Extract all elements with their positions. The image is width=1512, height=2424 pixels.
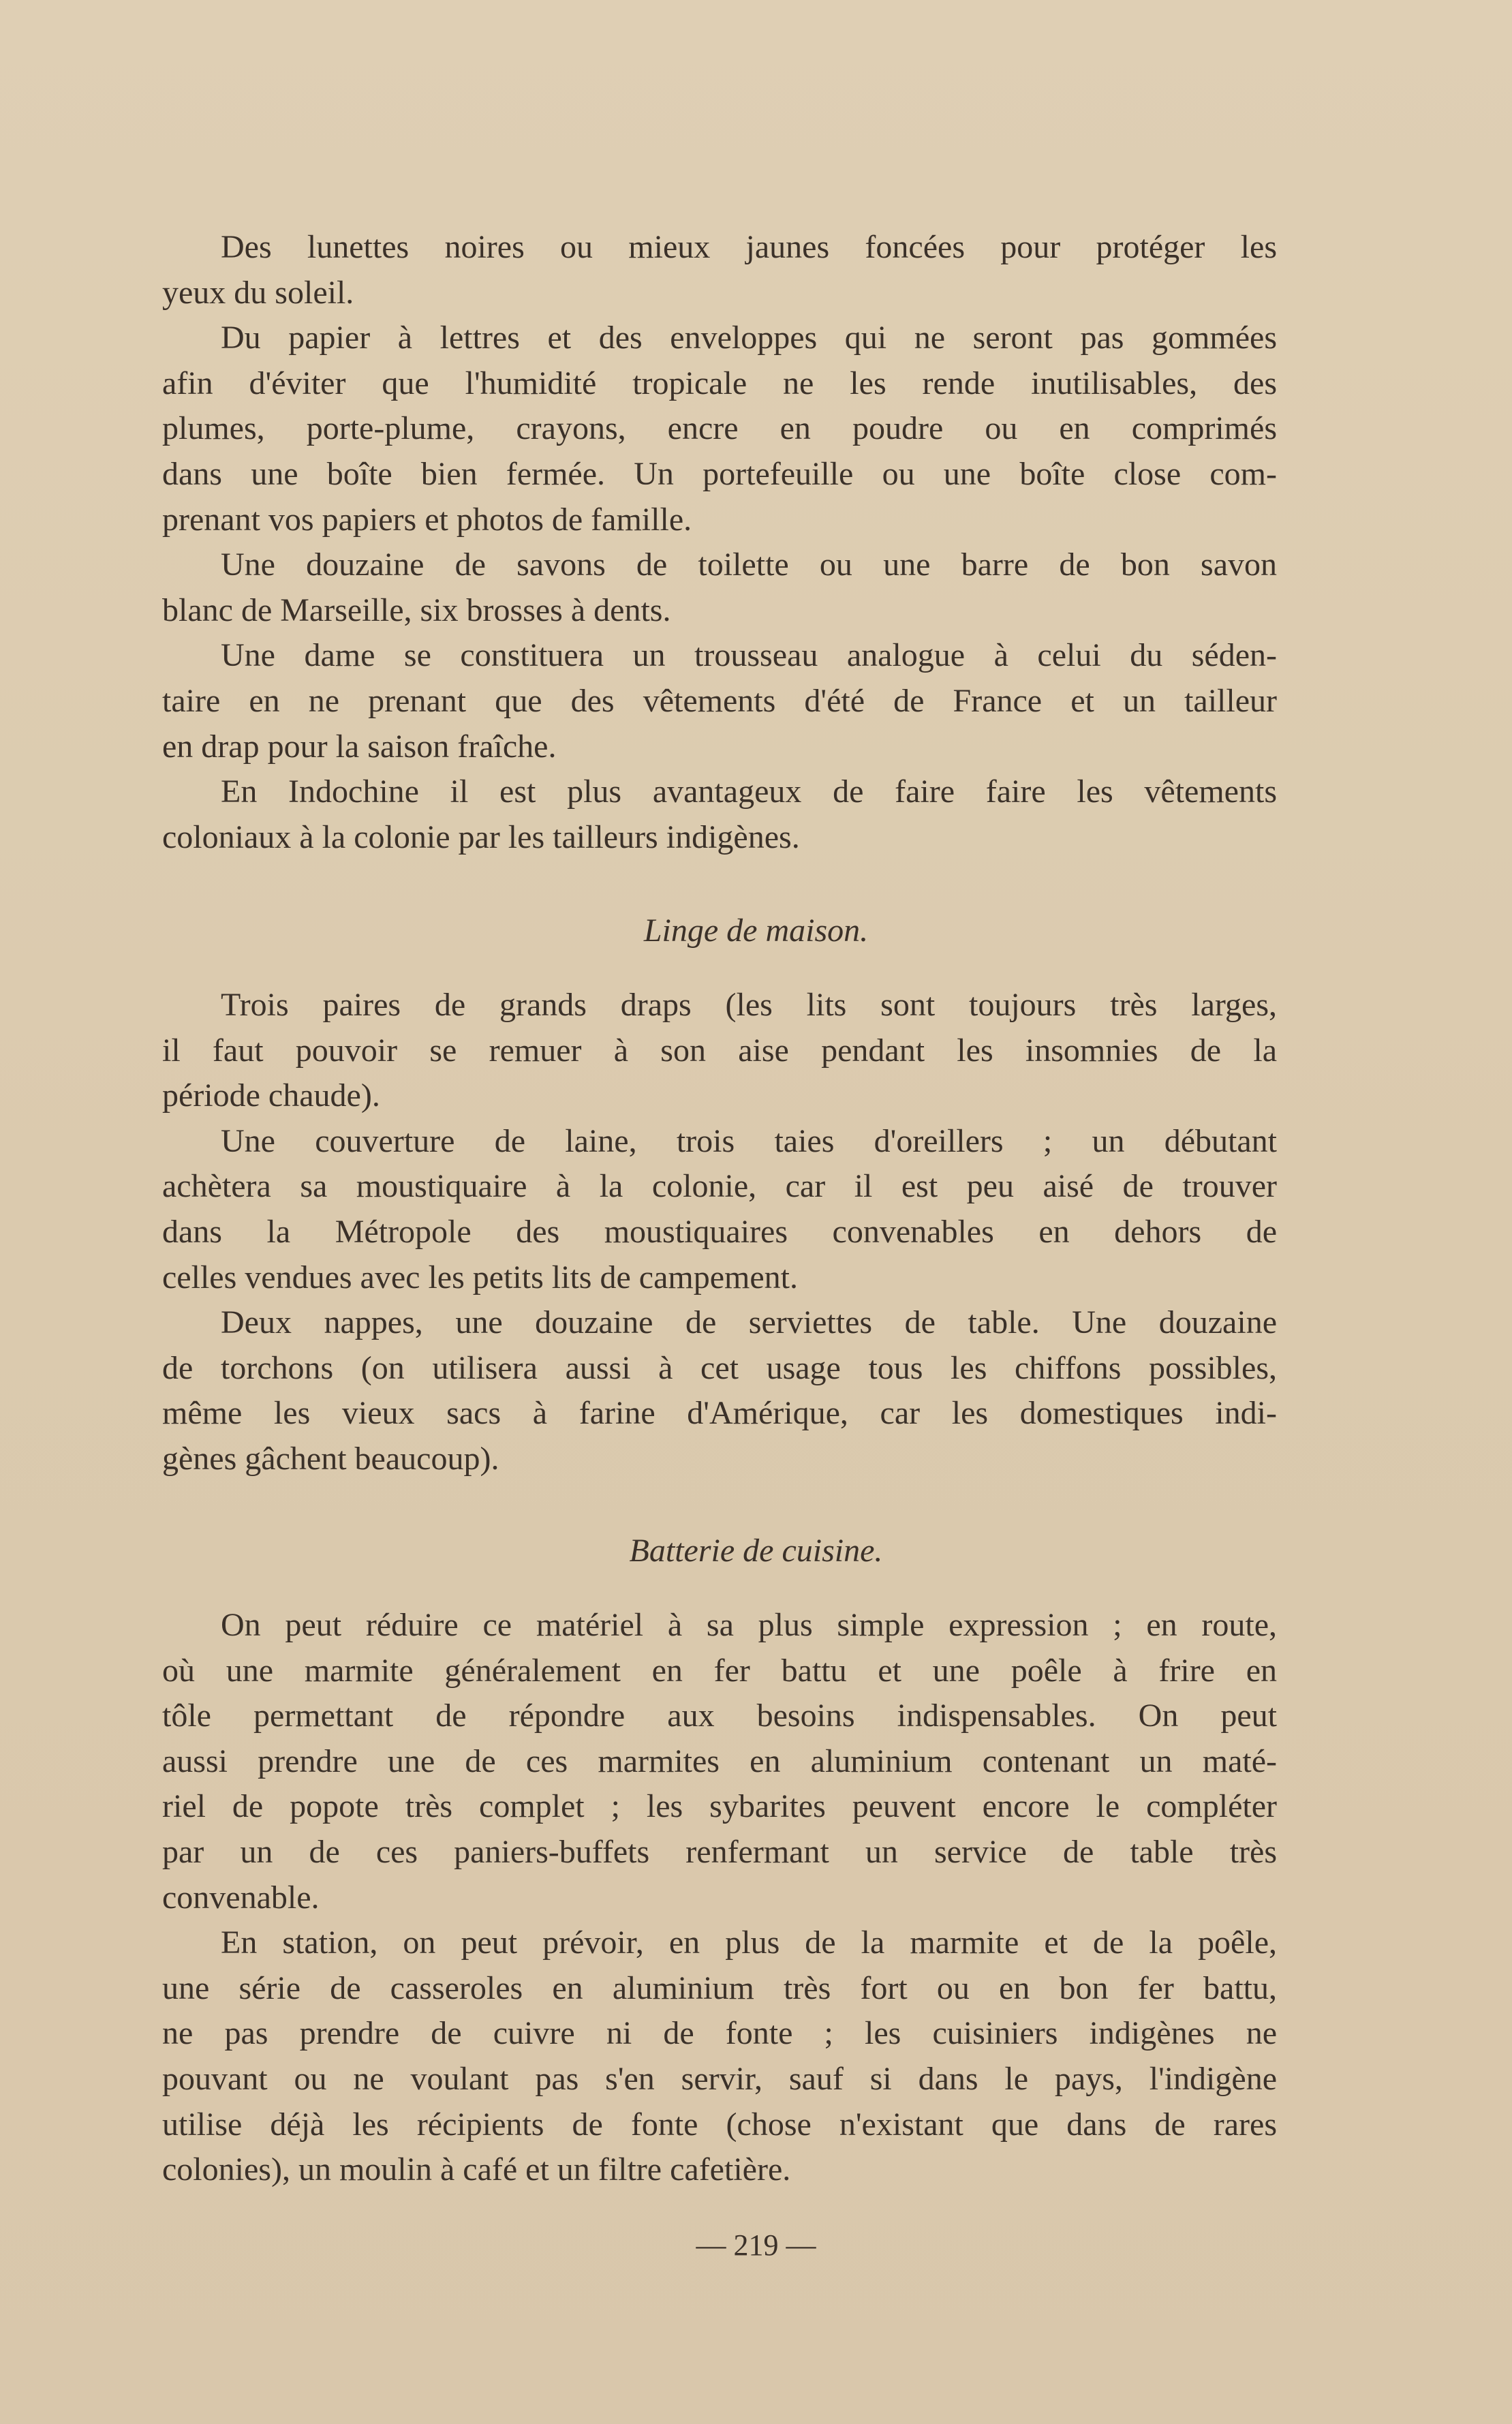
text-line: blanc de Marseille, six brosses à dents. <box>162 592 671 628</box>
text-line: colonies), un moulin à café et un filtre cafetière. <box>162 2151 791 2188</box>
paragraph <box>162 225 1277 316</box>
text-line: plumes, porte-plume, crayons, encre en poudre ou en comprimés <box>162 410 1277 447</box>
paragraph <box>162 983 1277 1119</box>
text-line: yeux du soleil. <box>162 274 354 311</box>
text-line: convenable. <box>162 1879 320 1916</box>
text-line: Des lunettes noires ou mieux jaunes foncées pour protéger les <box>221 229 1277 265</box>
paragraph <box>162 1920 1277 2193</box>
text-line: Une couverture de laine, trois taies d'oreillers ; un débutant <box>221 1122 1277 1159</box>
paragraph <box>162 1603 1277 1920</box>
text-line: tôle permettant de répondre aux besoins indispensables. On peut <box>162 1698 1277 1734</box>
text-line: même les vieux sacs à farine d'Amérique, car les domestiques indi- <box>162 1395 1277 1432</box>
paragraph <box>162 1300 1277 1482</box>
page-number: — 219 — <box>696 2228 816 2262</box>
text-line: prenant vos papiers et photos de famille. <box>162 501 692 538</box>
text-line: Trois paires de grands draps (les lits sont toujours très larges, <box>221 987 1277 1023</box>
text-line: en drap pour la saison fraîche. <box>162 728 557 765</box>
paragraph <box>162 633 1277 769</box>
text-line: pouvant ou ne voulant pas s'en servir, sauf si dans le pays, l'indigène <box>162 2060 1277 2097</box>
text-line: achètera sa moustiquaire à la colonie, car il est peu aisé de trouver <box>162 1168 1277 1205</box>
text-line: utilise déjà les récipients de fonte (chose n'existant que dans de rares <box>162 2106 1277 2143</box>
section-batterie-de-cuisine <box>162 1603 1277 2193</box>
text-line: En Indochine il est plus avantageux de faire faire les vêtements <box>221 773 1277 810</box>
text-line: afin d'éviter que l'humidité tropicale ne les rende inutilisables, des <box>162 365 1277 401</box>
text-line: riel de popote très complet ; les sybarites peuvent encore le compléter <box>162 1788 1277 1825</box>
text-line: dans une boîte bien fermée. Un portefeuille ou une boîte close com- <box>162 455 1277 492</box>
paragraph <box>162 542 1277 633</box>
text-line: En station, on peut prévoir, en plus de la marmite et de la poêle, <box>221 1924 1277 1961</box>
text-line: Une dame se constituera un trousseau analogue à celui du séden- <box>221 637 1277 674</box>
heading-linge-de-maison: Linge de maison. <box>643 912 869 949</box>
text-line: par un de ces paniers-buffets renfermant un service de table très <box>162 1833 1277 1870</box>
text-line: taire en ne prenant que des vêtements d'été de France et un tailleur <box>162 682 1277 719</box>
text-line: dans la Métropole des moustiquaires convenables en dehors de <box>162 1213 1277 1250</box>
text-line: ne pas prendre de cuivre ni de fonte ; les cuisiniers indigènes ne <box>162 2015 1277 2052</box>
text-line: période chaude). <box>162 1077 380 1114</box>
text-line: coloniaux à la colonie par les tailleurs indigènes. <box>162 818 800 855</box>
text-line: Du papier à lettres et des enveloppes qui ne seront pas gommées <box>221 320 1277 356</box>
text-line: celles vendues avec les petits lits de campement. <box>162 1259 798 1295</box>
heading-batterie-de-cuisine: Batterie de cuisine. <box>629 1533 883 1569</box>
text-line: Une douzaine de savons de toilette ou une barre de bon savon <box>221 547 1277 583</box>
text-line: où une marmite généralement en fer battu et une poêle à frire en <box>162 1652 1277 1689</box>
text-line: Deux nappes, une douzaine de serviettes de table. Une douzaine <box>221 1304 1277 1341</box>
paragraph <box>162 316 1277 542</box>
text-line: aussi prendre une de ces marmites en aluminium contenant un maté- <box>162 1743 1277 1779</box>
text-line: il faut pouvoir se remuer à son aise pendant les insomnies de la <box>162 1032 1277 1069</box>
text-line: de torchons (on utilisera aussi à cet usage tous les chiffons possibles, <box>162 1349 1277 1386</box>
paragraph <box>162 769 1277 860</box>
text-line: gènes gâchent beaucoup). <box>162 1440 499 1477</box>
text-line: une série de casseroles en aluminium très fort ou en bon fer battu, <box>162 1969 1277 2006</box>
section-linge-de-maison <box>162 983 1277 1482</box>
section-trousseau <box>162 225 1277 860</box>
text-line: On peut réduire ce matériel à sa plus simple expression ; en route, <box>221 1607 1277 1643</box>
paragraph <box>162 1119 1277 1300</box>
